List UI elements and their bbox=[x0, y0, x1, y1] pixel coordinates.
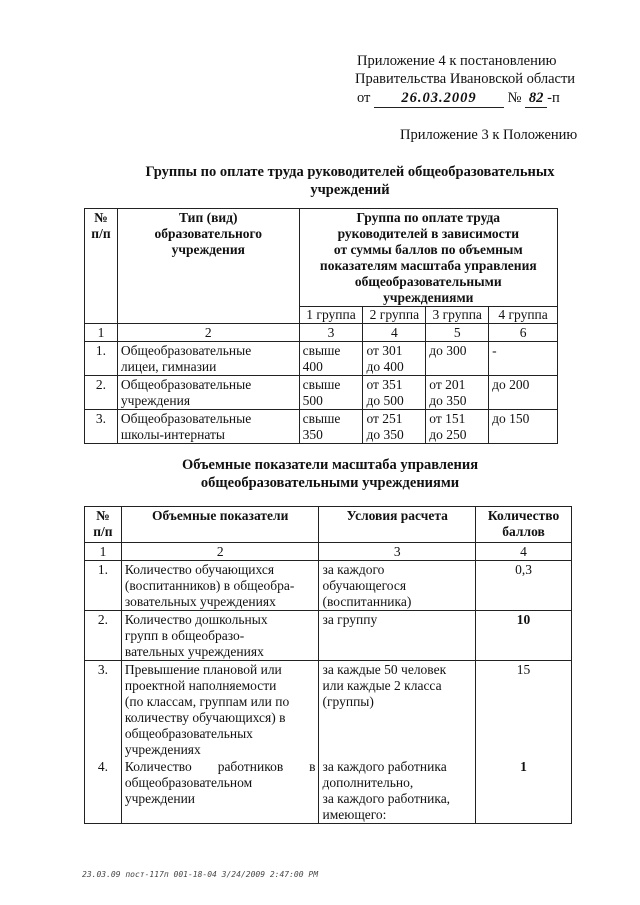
table-row bbox=[85, 342, 558, 376]
col-number: 3 bbox=[299, 324, 363, 342]
points: 15 bbox=[476, 661, 572, 759]
column-numbers-row bbox=[85, 324, 558, 342]
institution-type: Общеобразовательные лицеи, гимназии bbox=[117, 342, 299, 376]
salary-groups-table bbox=[84, 208, 558, 444]
column-numbers-row bbox=[85, 543, 572, 561]
header-group-2: 2 группа bbox=[363, 307, 426, 324]
from-label: от bbox=[357, 90, 371, 106]
document-number: 82 bbox=[525, 89, 547, 108]
col-number: 2 bbox=[117, 324, 299, 342]
group-4-value: до 150 bbox=[489, 410, 558, 444]
table-row bbox=[85, 611, 572, 661]
points: 10 bbox=[476, 611, 572, 661]
header-group-4: 4 группа bbox=[489, 307, 558, 324]
table-header-row bbox=[85, 209, 558, 307]
header-date-line bbox=[357, 89, 560, 108]
header-group-1: 1 группа bbox=[299, 307, 363, 324]
group-4-value: до 200 bbox=[489, 376, 558, 410]
volume-indicators-table bbox=[84, 506, 572, 824]
indicator: Превышение плановой или проектной наполняемости (по классам, группам или по количеству обучающихся) в общеобразовательных учреждениях bbox=[121, 661, 319, 759]
row-number: 2. bbox=[85, 376, 118, 410]
indicator: Количество работников в общеобразовательном учреждении bbox=[121, 758, 319, 824]
row-number: 3. bbox=[85, 661, 122, 759]
header-group-3: 3 группа bbox=[426, 307, 489, 324]
group-2-value: от 251 до 350 bbox=[363, 410, 426, 444]
number-label: № bbox=[507, 90, 522, 106]
header-num: № п/п bbox=[85, 507, 122, 543]
col-number: 6 bbox=[489, 324, 558, 342]
col-number: 1 bbox=[85, 543, 122, 561]
col-number: 4 bbox=[476, 543, 572, 561]
group-3-value: от 201 до 350 bbox=[426, 376, 489, 410]
condition: за каждые 50 человек или каждые 2 класса (группы) bbox=[319, 661, 476, 759]
group-1-value: свыше 350 bbox=[299, 410, 363, 444]
header-line-2: Правительства Ивановской области bbox=[355, 71, 576, 87]
table-row bbox=[85, 661, 572, 759]
header-points: Количество баллов bbox=[476, 507, 572, 543]
group-4-value: - bbox=[489, 342, 558, 376]
table2-title bbox=[80, 456, 580, 492]
table1-title bbox=[80, 163, 620, 199]
table-row bbox=[85, 758, 572, 824]
print-footer: 23.03.09 пост-117п 001-18-04 3/24/2009 2:47:00 PM bbox=[82, 870, 319, 879]
row-number: 3. bbox=[85, 410, 118, 444]
points: 1 bbox=[476, 758, 572, 824]
table-row bbox=[85, 376, 558, 410]
table1-title-line1: Группы по оплате труда руководителей общеобразовательных bbox=[145, 164, 555, 180]
condition: за каждого работника дополнительно, за каждого работника, имеющего: bbox=[319, 758, 476, 824]
header-num: № п/п bbox=[85, 209, 118, 324]
group-1-value: свыше 400 bbox=[299, 342, 363, 376]
row-number: 1. bbox=[85, 342, 118, 376]
table-row bbox=[85, 410, 558, 444]
group-1-value: свыше 500 bbox=[299, 376, 363, 410]
table2-title-line1: Объемные показатели масштаба управления bbox=[181, 457, 479, 473]
col-number: 3 bbox=[319, 543, 476, 561]
header-indicators: Объемные показатели bbox=[121, 507, 319, 543]
appendix-label: Приложение 3 к Положению bbox=[400, 127, 578, 143]
document-date: 26.03.2009 bbox=[374, 89, 504, 108]
col-number: 2 bbox=[121, 543, 319, 561]
row-number: 4. bbox=[85, 758, 122, 824]
col-number: 5 bbox=[426, 324, 489, 342]
group-2-value: от 351 до 500 bbox=[363, 376, 426, 410]
row-number: 2. bbox=[85, 611, 122, 661]
header-line-1: Приложение 4 к постановлению bbox=[357, 53, 557, 69]
col-number: 1 bbox=[85, 324, 118, 342]
header-conditions: Условия расчета bbox=[319, 507, 476, 543]
group-3-value: до 300 bbox=[426, 342, 489, 376]
table2-title-line2: общеобразовательными учреждениями bbox=[200, 475, 460, 491]
number-suffix: -п bbox=[547, 90, 560, 106]
group-3-value: от 151 до 250 bbox=[426, 410, 489, 444]
table-header-row bbox=[85, 507, 572, 543]
indicator: Количество обучающихся (воспитанников) в общеобра- зовательных учреждениях bbox=[121, 561, 319, 611]
condition: за каждого обучающегося (воспитанника) bbox=[319, 561, 476, 611]
header-type: Тип (вид) образовательного учреждения bbox=[117, 209, 299, 324]
condition: за группу bbox=[319, 611, 476, 661]
indicator: Количество дошкольных групп в общеобразо- вательных учреждениях bbox=[121, 611, 319, 661]
table-row bbox=[85, 561, 572, 611]
col-number: 4 bbox=[363, 324, 426, 342]
institution-type: Общеобразовательные учреждения bbox=[117, 376, 299, 410]
institution-type: Общеобразовательные школы-интернаты bbox=[117, 410, 299, 444]
header-group: Группа по оплате труда руководителей в зависимости от суммы баллов по объемным показателям масштаба управления общеобразовательными учреждениями bbox=[299, 209, 557, 307]
row-number: 1. bbox=[85, 561, 122, 611]
table1-title-line2: учреждений bbox=[310, 182, 390, 198]
points: 0,3 bbox=[476, 561, 572, 611]
group-2-value: от 301 до 400 bbox=[363, 342, 426, 376]
